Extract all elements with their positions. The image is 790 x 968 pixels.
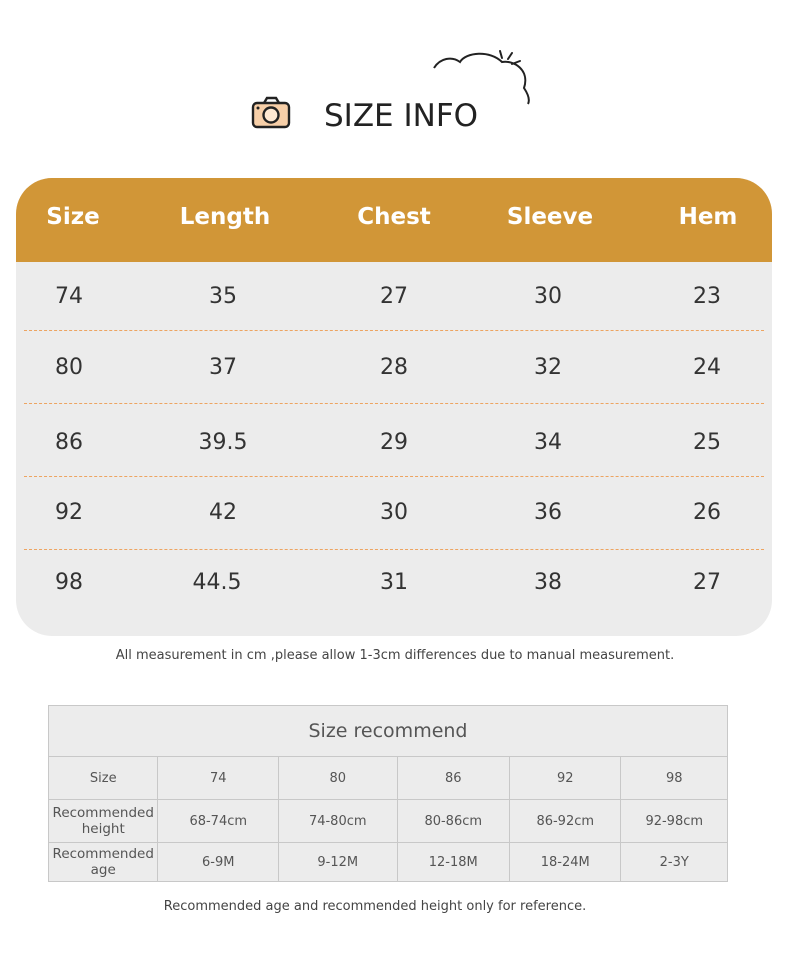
- measurement-note: All measurement in cm ,please allow 1-3cm differences due to manual measurement.: [115, 648, 675, 663]
- row-divider: [24, 330, 764, 331]
- size-value: 86: [397, 757, 509, 800]
- label-line: Recommended: [52, 805, 154, 821]
- table-row: [49, 757, 728, 800]
- cell-chest: 29: [380, 430, 408, 455]
- row-divider: [24, 549, 764, 550]
- cell-hem: 27: [693, 570, 721, 595]
- label-line: Recommended: [52, 846, 154, 862]
- size-value: 92: [510, 757, 621, 800]
- label-line: age: [90, 862, 116, 878]
- table-row: [49, 843, 728, 882]
- height-value: 74-80cm: [279, 800, 398, 843]
- header-hem: Hem: [678, 204, 738, 230]
- age-value: 12-18M: [397, 843, 509, 882]
- size-value: 98: [621, 757, 728, 800]
- cell-length: 39.5: [198, 430, 248, 455]
- cell-size: 86: [55, 430, 83, 455]
- cell-size: 92: [55, 500, 83, 525]
- age-value: 6-9M: [158, 843, 279, 882]
- cell-sleeve: 34: [534, 430, 562, 455]
- cell-chest: 28: [380, 355, 408, 380]
- table-row: [16, 568, 772, 628]
- size-chart-header: [16, 178, 772, 262]
- recommend-title: Size recommend: [49, 706, 728, 757]
- cell-length: 37: [209, 355, 237, 380]
- height-value: 92-98cm: [621, 800, 728, 843]
- cell-sleeve: 36: [534, 500, 562, 525]
- height-value: 68-74cm: [158, 800, 279, 843]
- row-label-age: [49, 843, 158, 882]
- cloud-icon: [432, 48, 534, 108]
- cell-length: 44.5: [192, 570, 242, 595]
- size-value: 80: [279, 757, 398, 800]
- row-divider: [24, 403, 764, 404]
- cell-sleeve: 32: [534, 355, 562, 380]
- camera-icon: [250, 96, 292, 130]
- header-chest: Chest: [357, 204, 431, 230]
- age-value: 2-3Y: [621, 843, 728, 882]
- page-title: SIZE INFO: [324, 98, 479, 134]
- cell-chest: 30: [380, 500, 408, 525]
- cell-length: 42: [209, 500, 237, 525]
- page-header: [0, 0, 790, 160]
- cell-hem: 26: [693, 500, 721, 525]
- table-row: [49, 800, 728, 843]
- header-sleeve: Sleeve: [506, 204, 594, 230]
- cell-size: 98: [55, 570, 83, 595]
- cell-length: 35: [209, 284, 237, 309]
- label-line: height: [81, 821, 125, 837]
- cell-size: 74: [55, 284, 83, 309]
- size-recommend-table: [48, 705, 728, 882]
- age-value: 9-12M: [279, 843, 398, 882]
- cell-sleeve: 38: [534, 570, 562, 595]
- row-label-size: Size: [49, 757, 158, 800]
- size-chart-card: [16, 178, 772, 636]
- header-size: Size: [46, 204, 100, 230]
- cell-sleeve: 30: [534, 284, 562, 309]
- age-value: 18-24M: [510, 843, 621, 882]
- header-length: Length: [179, 204, 271, 230]
- height-value: 86-92cm: [510, 800, 621, 843]
- cell-size: 80: [55, 355, 83, 380]
- cell-chest: 27: [380, 284, 408, 309]
- reference-note: Recommended age and recommended height only for reference.: [163, 899, 587, 914]
- table-row: [16, 353, 772, 413]
- height-value: 80-86cm: [397, 800, 509, 843]
- table-row: [16, 282, 772, 342]
- cell-hem: 24: [693, 355, 721, 380]
- cell-hem: 25: [693, 430, 721, 455]
- cell-hem: 23: [693, 284, 721, 309]
- table-row: [16, 428, 772, 488]
- row-divider: [24, 476, 764, 477]
- row-label-height: [49, 800, 158, 843]
- size-value: 74: [158, 757, 279, 800]
- cell-chest: 31: [380, 570, 408, 595]
